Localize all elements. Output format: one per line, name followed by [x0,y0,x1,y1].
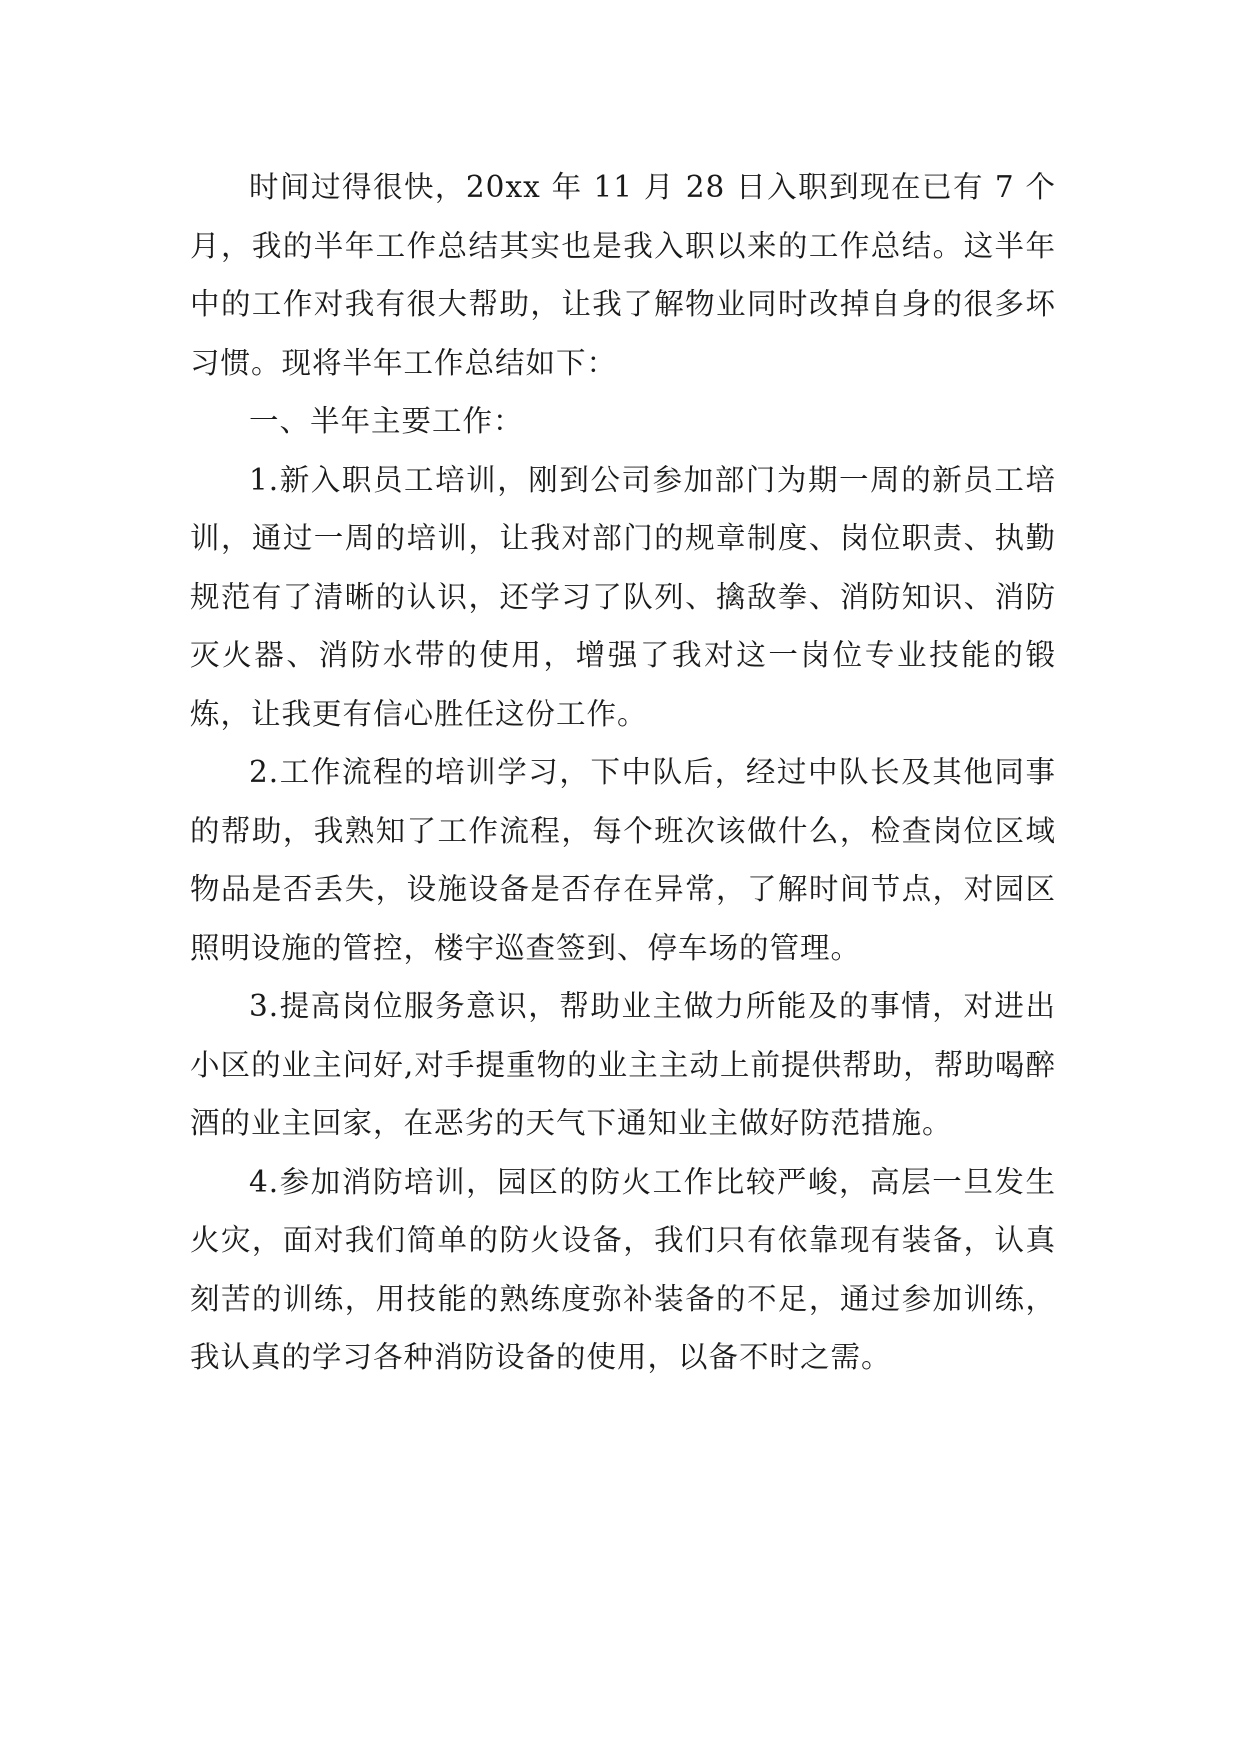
paragraph-item-2: 2.工作流程的培训学习，下中队后，经过中队长及其他同事的帮助，我熟知了工作流程，每个班次该做什么，检查岗位区域物品是否丢失，设施设备是否存在异常，了解时间节点，对园区照明设施的管控，楼宇巡查签到、停车场的管理。 [190,755,1056,965]
document-body [190,158,1056,1387]
section-heading-main-work: 一、半年主要工作： [249,404,524,438]
paragraph-item-3: 3.提高岗位服务意识，帮助业主做力所能及的事情，对进出小区的业主问好,对手提重物的业主主动上前提供帮助，帮助喝醉酒的业主回家，在恶劣的天气下通知业主做好防范措施。 [190,989,1056,1140]
paragraph-intro: 时间过得很快，20xx 年 11 月 28 日入职到现在已有 7 个月，我的半年工作总结其实也是我入职以来的工作总结。这半年中的工作对我有很大帮助，让我了解物业同时改掉自身的很多坏习惯。现将半年工作总结如下： [190,170,1056,380]
paragraph-item-1: 1.新入职员工培训，刚到公司参加部门为期一周的新员工培训，通过一周的培训，让我对部门的规章制度、岗位职责、执勤规范有了清晰的认识，还学习了队列、擒敌拳、消防知识、消防灭火器、消防水带的使用，增强了我对这一岗位专业技能的锻炼，让我更有信心胜任这份工作。 [190,462,1056,731]
paragraph-item-4: 4.参加消防培训，园区的防火工作比较严峻，高层一旦发生火灾，面对我们简单的防火设备，我们只有依靠现有装备，认真刻苦的训练，用技能的熟练度弥补装备的不足，通过参加训练，我认真的学习各种消防设备的使用，以备不时之需。 [190,1164,1056,1374]
